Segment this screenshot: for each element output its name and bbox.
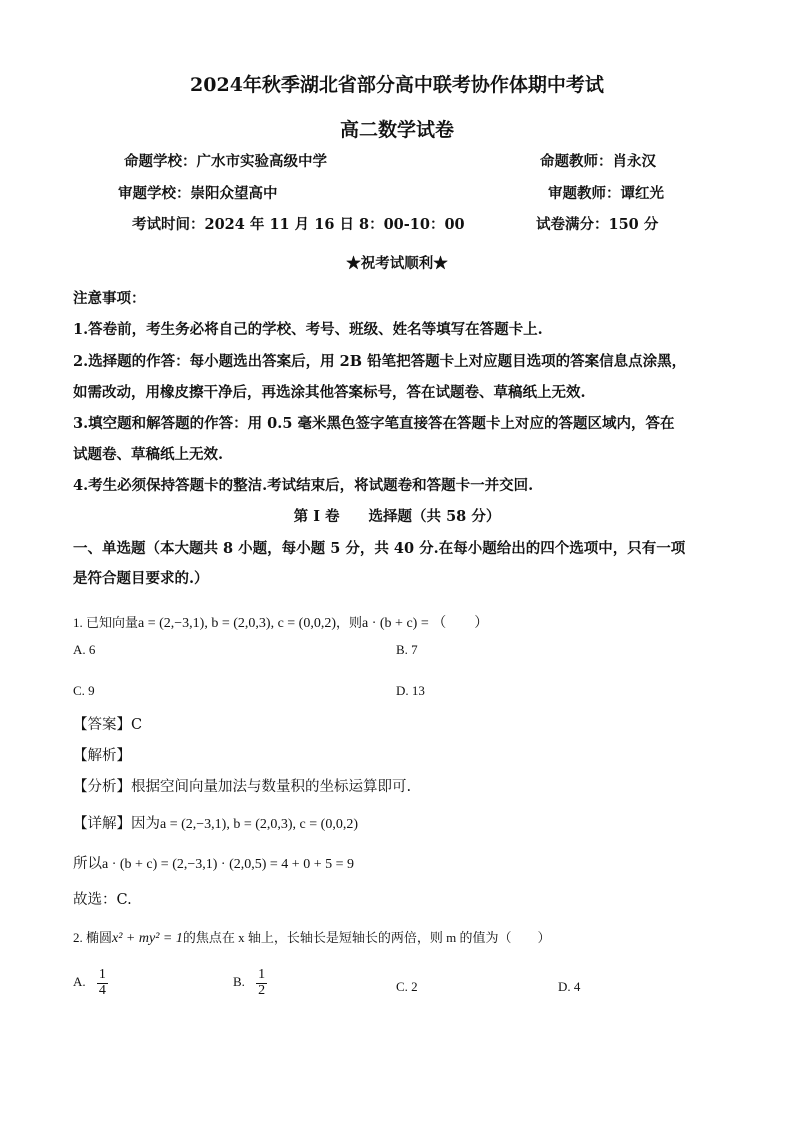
- review-teacher-label: 审题教师：谭红光: [548, 185, 664, 202]
- note-2-line-1: 2.选择题的作答：每小题选出答案后，用 2B 铅笔把答题卡上对应题目选项的答案信息点涂黑，: [73, 353, 687, 370]
- question-1-option-a[interactable]: A. 6: [73, 642, 96, 657]
- question-1-stem: [73, 612, 488, 632]
- question-1-analysis: 【分析】根据空间向量加法与数量积的坐标运算即可.: [73, 779, 412, 795]
- question-1-detail-prefix: 【详解】因为: [73, 816, 160, 832]
- question-2-stem: [73, 927, 550, 947]
- note-3-line-2: 试题卷、草稿纸上无效.: [73, 446, 224, 463]
- question-1-vectors: a = (2,−3,1), b = (2,0,3), c = (0,0,2): [138, 616, 336, 631]
- question-2-text: 的焦点在 x 轴上，长轴长是短轴长的两倍，则 m 的值为（ ）: [182, 930, 551, 945]
- question-1-option-d[interactable]: D. 13: [396, 683, 425, 698]
- question-1-so-prefix: 所以: [73, 856, 102, 872]
- section-one-heading-line-1: 一、单选题（本大题共 8 小题，每小题 5 分，共 40 分.在每小题给出的四个选项中，只有一项: [73, 540, 686, 557]
- question-1-prefix: 1. 已知向量: [73, 615, 139, 630]
- review-school-label: 审题学校：崇阳众望高中: [118, 185, 278, 202]
- option-a-label: A.: [73, 974, 86, 990]
- question-1-detail-vectors: a = (2,−3,1), b = (2,0,3), c = (0,0,2): [160, 817, 358, 832]
- exam-subtitle: 高二数学试卷: [339, 119, 454, 141]
- question-2-equation: x² + my² = 1: [112, 931, 183, 946]
- option-a-numerator: 1: [98, 967, 106, 982]
- question-1-choice: 故选：C.: [73, 892, 132, 908]
- full-score-label: 试卷满分：150 分: [536, 216, 659, 233]
- notes-heading: 注意事项：: [73, 290, 146, 307]
- question-1-so-expression: a · (b + c) = (2,−3,1) · (2,0,5) = 4 + 0 + 5 = 9: [102, 857, 354, 872]
- question-1-detail: [73, 812, 358, 833]
- note-1: 1.答卷前，考生务必将自己的学校、考号、班级、姓名等填写在答题卡上.: [73, 321, 543, 338]
- question-2-option-b[interactable]: [233, 968, 267, 998]
- question-2-option-c[interactable]: C. 2: [396, 979, 418, 994]
- option-a-fraction: [97, 968, 108, 998]
- school-label: 命题学校：广水市实验高级中学: [124, 153, 327, 170]
- option-b-label: B.: [233, 974, 245, 990]
- note-2-line-2: 如需改动，用橡皮擦干净后，再选涂其他答案标号，答在试题卷、草稿纸上无效.: [73, 384, 586, 401]
- question-1-answer: 【答案】C: [73, 717, 143, 733]
- question-1-analysis-heading: 【解析】: [73, 748, 131, 764]
- question-1-expression: a · (b + c) = （ ）: [362, 616, 489, 631]
- note-4: 4.考生必须保持答题卡的整洁.考试结束后，将试题卷和答题卡一并交回.: [73, 477, 534, 494]
- question-2-option-a[interactable]: [73, 968, 108, 998]
- option-b-denominator: 2: [258, 982, 266, 998]
- question-1-option-c[interactable]: C. 9: [73, 683, 95, 698]
- question-2-prefix: 2. 椭圆: [73, 930, 113, 945]
- exam-time-label: 考试时间：2024 年 11 月 16 日 8：00-10：00: [132, 216, 465, 233]
- part-one-heading: 第 I 卷 选择题（共 58 分）: [293, 508, 501, 525]
- question-1-option-b[interactable]: B. 7: [396, 642, 418, 657]
- option-a-denominator: 4: [98, 982, 106, 998]
- note-3-line-1: 3.填空题和解答题的作答：用 0.5 毫米黑色签字笔直接答在答题卡上对应的答题区域内，答在: [73, 415, 675, 432]
- exam-title: 2024年秋季湖北省部分高中联考协作体期中考试: [190, 74, 604, 96]
- question-2-option-d[interactable]: D. 4: [558, 979, 581, 994]
- option-b-numerator: 1: [258, 967, 266, 982]
- good-luck-line: ★祝考试顺利★: [346, 255, 448, 272]
- section-one-heading-line-2: 是符合题目要求的.）: [73, 570, 209, 587]
- question-1-computation: [73, 852, 354, 873]
- teacher-label: 命题教师：肖永汉: [540, 153, 656, 170]
- option-b-fraction: [256, 968, 267, 998]
- question-1-then: ，则: [336, 615, 363, 630]
